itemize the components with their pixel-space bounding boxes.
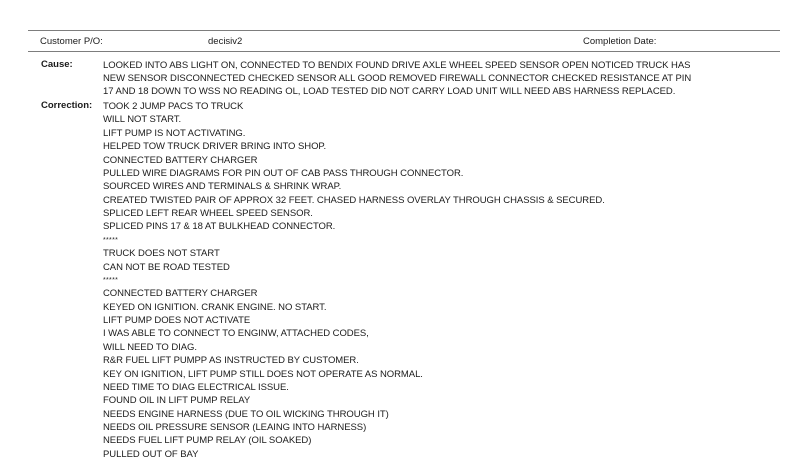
- cause-line: NEW SENSOR DISCONNECTED CHECKED SENSOR ALL GOOD REMOVED FIREWALL CONNECTOR CHECKED RESISTANCE AT PIN: [103, 73, 692, 84]
- correction-line: KEYED ON IGNITION. CRANK ENGINE. NO START.: [103, 301, 327, 313]
- correction-line: SOURCED WIRES AND TERMINALS & SHRINK WRAP.: [103, 181, 342, 193]
- correction-line: NEED TIME TO DIAG ELECTRICAL ISSUE.: [103, 381, 289, 393]
- correction-line: KEY ON IGNITION, LIFT PUMP STILL DOES NOT OPERATE AS NORMAL.: [103, 368, 423, 380]
- correction-line: SPLICED PINS 17 & 18 AT BULKHEAD CONNECTOR.: [103, 221, 336, 233]
- correction-line: I WAS ABLE TO CONNECT TO ENGINW, ATTACHED CODES,: [103, 328, 369, 340]
- correction-line: NEEDS ENGINE HARNESS (DUE TO OIL WICKING THROUGH IT): [103, 408, 389, 420]
- correction-line: SPLICED LEFT REAR WHEEL SPEED SENSOR.: [103, 208, 313, 219]
- correction-line: CONNECTED BATTERY CHARGER: [103, 288, 258, 300]
- correction-line: WILL NOT START.: [103, 114, 182, 126]
- correction-line: TOOK 2 JUMP PACS TO TRUCK: [103, 101, 244, 112]
- correction-line: WILL NEED TO DIAG.: [103, 341, 197, 353]
- customer-po-value: decisiv2: [208, 36, 243, 47]
- correction-line: CONNECTED BATTERY CHARGER: [103, 154, 258, 166]
- customer-po-label: Customer P/O:: [40, 36, 103, 47]
- cause-line: 17 AND 18 DOWN TO WSS NO READING OL, LOAD TESTED DID NOT CARRY LOAD UNIT WILL NEED ABS HARNESS REPLACED.: [103, 86, 676, 97]
- correction-line: HELPED TOW TRUCK DRIVER BRING INTO SHOP.: [103, 141, 327, 153]
- correction-line: TRUCK DOES NOT START: [103, 248, 220, 260]
- correction-line: NEEDS OIL PRESSURE SENSOR (LEAING INTO HARNESS): [103, 422, 367, 433]
- correction-line: CREATED TWISTED PAIR OF APPROX 32 FEET. CHASED HARNESS OVERLAY THROUGH CHASSIS & SECURED.: [103, 194, 605, 206]
- correction-text: [103, 100, 703, 461]
- correction-label: Correction:: [41, 100, 93, 111]
- correction-line: PULLED WIRE DIAGRAMS FOR PIN OUT OF CAB PASS THROUGH CONNECTOR.: [103, 167, 464, 179]
- correction-line: FOUND OIL IN LIFT PUMP RELAY: [103, 395, 251, 407]
- correction-line: *****: [103, 276, 119, 284]
- correction-line: PULLED OUT OF BAY: [103, 448, 199, 460]
- correction-line: LIFT PUMP DOES NOT ACTIVATE: [103, 315, 251, 326]
- cause-line: LOOKED INTO ABS LIGHT ON, CONNECTED TO BENDIX FOUND DRIVE AXLE WHEEL SPEED SENSOR OPEN NOTICED TRUCK HAS: [103, 60, 691, 71]
- correction-line: CAN NOT BE ROAD TESTED: [103, 261, 230, 273]
- document-header: [28, 30, 780, 52]
- cause-text: [103, 59, 692, 98]
- correction-line: LIFT PUMP IS NOT ACTIVATING.: [103, 127, 246, 139]
- completion-date-label: Completion Date:: [583, 36, 657, 47]
- correction-line: *****: [103, 236, 119, 244]
- correction-line: R&R FUEL LIFT PUMPP AS INSTRUCTED BY CUSTOMER.: [103, 355, 359, 367]
- correction-line: NEEDS FUEL LIFT PUMP RELAY (OIL SOAKED): [103, 435, 312, 447]
- cause-label: Cause:: [41, 59, 73, 70]
